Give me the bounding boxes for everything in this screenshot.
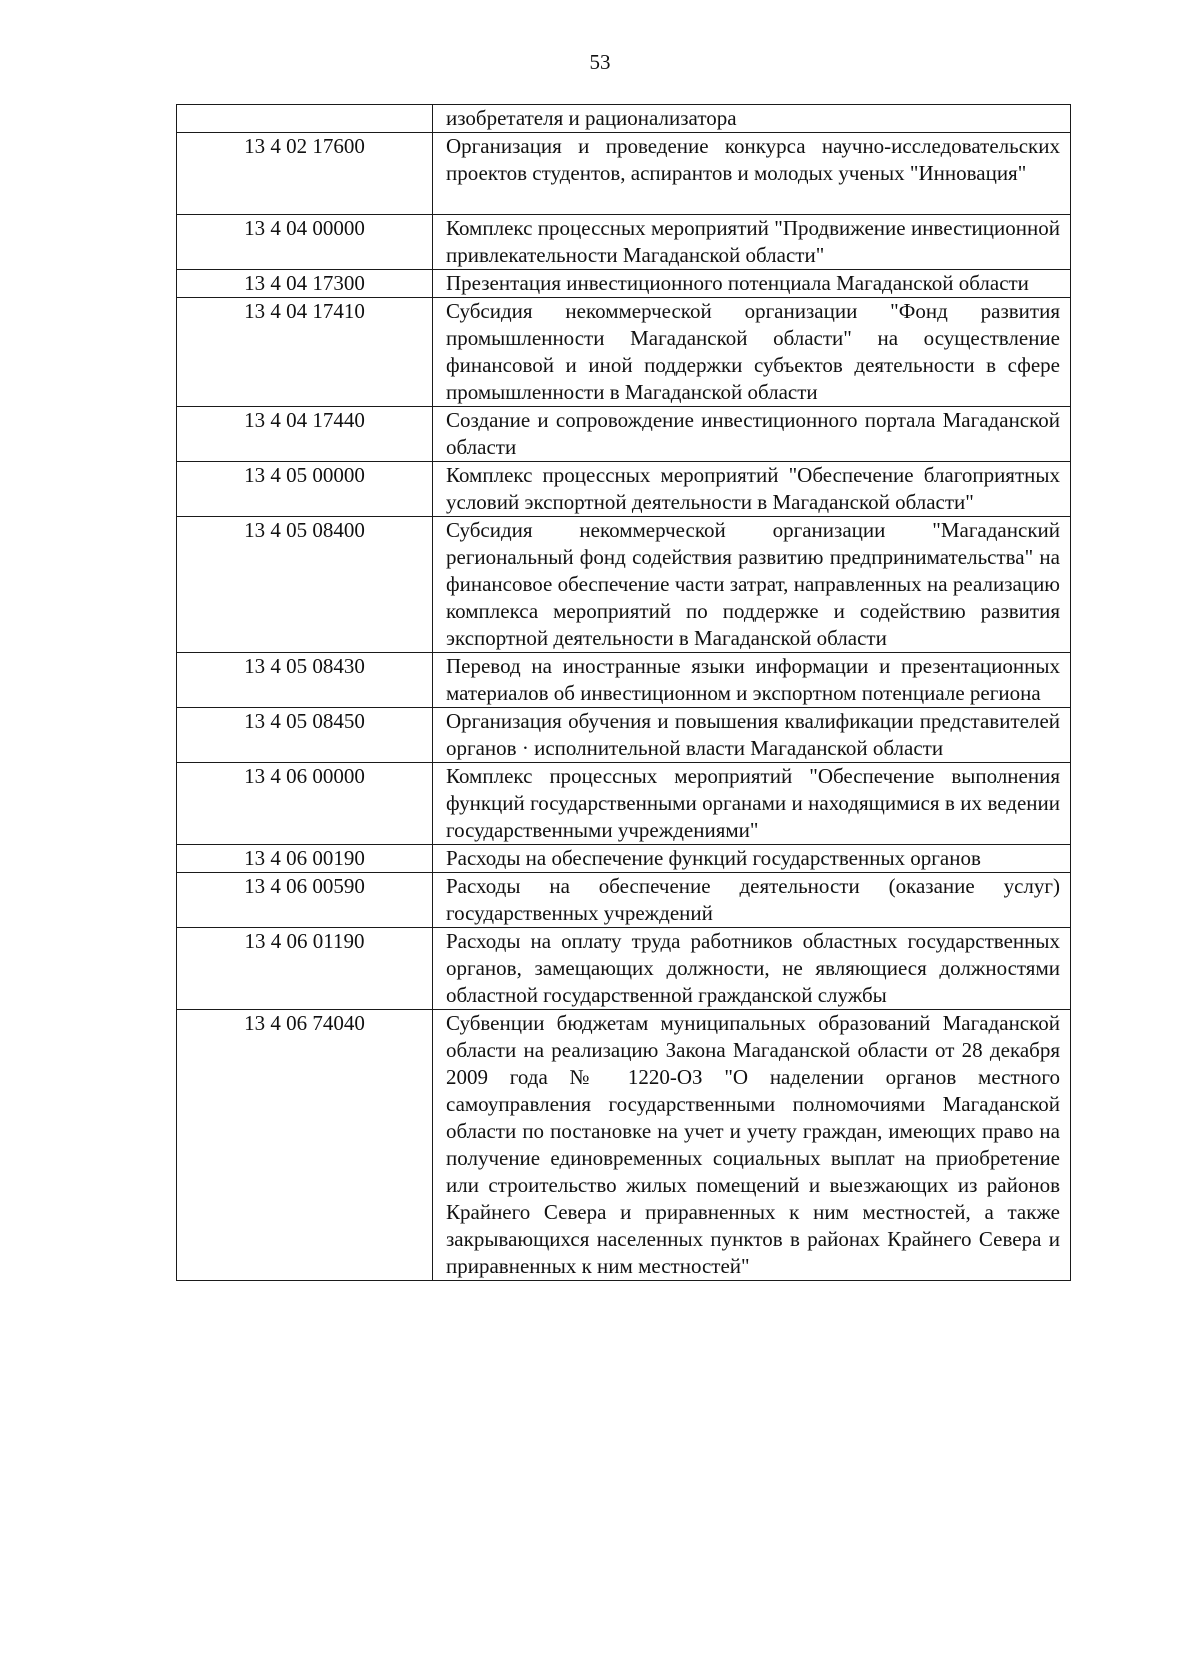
code-cell: 13 4 06 74040 — [177, 1010, 433, 1281]
code-cell: 13 4 05 08430 — [177, 653, 433, 708]
code-cell: 13 4 05 00000 — [177, 462, 433, 517]
code-cell: 13 4 06 00190 — [177, 845, 433, 873]
page-number: 53 — [589, 50, 611, 74]
table-row — [177, 133, 1071, 215]
table-row — [177, 873, 1071, 928]
description-cell: Организация обучения и повышения квалификации представителей органов · исполнительной власти Магаданской области — [433, 708, 1071, 763]
description-cell: Расходы на обеспечение деятельности (оказание услуг) государственных учреждений — [433, 873, 1071, 928]
description-cell: Организация и проведение конкурса научно-исследовательских проектов студентов, аспирантов и молодых ученых "Инновация" — [433, 133, 1071, 215]
table-row — [177, 105, 1071, 133]
table-row — [177, 653, 1071, 708]
code-cell: 13 4 05 08400 — [177, 517, 433, 653]
table-row — [177, 845, 1071, 873]
description-cell: Комплекс процессных мероприятий "Обеспечение благоприятных условий экспортной деятельности в Магаданской области" — [433, 462, 1071, 517]
description-cell: Субсидия некоммерческой организации "Фонд развития промышленности Магаданской области" на осуществление финансовой и иной поддержки субъектов деятельности в сфере промышленности в Магаданской области — [433, 298, 1071, 407]
description-cell: Расходы на обеспечение функций государственных органов — [433, 845, 1071, 873]
table-row — [177, 928, 1071, 1010]
code-cell: 13 4 06 00000 — [177, 763, 433, 845]
table-row — [177, 462, 1071, 517]
code-cell: 13 4 02 17600 — [177, 133, 433, 215]
code-cell: 13 4 05 08450 — [177, 708, 433, 763]
table-row — [177, 763, 1071, 845]
description-cell: Расходы на оплату труда работников областных государственных органов, замещающих должности, не являющиеся должностями областной государственной гражданской службы — [433, 928, 1071, 1010]
table-row — [177, 708, 1071, 763]
description-cell: Субсидия некоммерческой организации "Магаданский региональный фонд содействия развитию предпринимательства" на финансовое обеспечение части затрат, направленных на реализацию комплекса мероприятий по поддержке и содействию развития экспортной деятельности в Магаданской области — [433, 517, 1071, 653]
description-cell: изобретателя и рационализатора — [433, 105, 1071, 133]
table-row — [177, 215, 1071, 270]
code-cell: 13 4 04 17440 — [177, 407, 433, 462]
table-row — [177, 1010, 1071, 1281]
description-cell: Комплекс процессных мероприятий "Продвижение инвестиционной привлекательности Магаданской области" — [433, 215, 1071, 270]
description-cell: Создание и сопровождение инвестиционного портала Магаданской области — [433, 407, 1071, 462]
code-cell: 13 4 04 17300 — [177, 270, 433, 298]
description-cell: Перевод на иностранные языки информации и презентационных материалов об инвестиционном и экспортном потенциале региона — [433, 653, 1071, 708]
code-cell: 13 4 04 00000 — [177, 215, 433, 270]
description-cell: Комплекс процессных мероприятий "Обеспечение выполнения функций государственными органами и находящимися в их ведении государственными учреждениями" — [433, 763, 1071, 845]
code-cell — [177, 105, 433, 133]
code-cell: 13 4 06 01190 — [177, 928, 433, 1010]
code-cell: 13 4 06 00590 — [177, 873, 433, 928]
code-cell: 13 4 04 17410 — [177, 298, 433, 407]
description-cell: Презентация инвестиционного потенциала Магаданской области — [433, 270, 1071, 298]
table-row — [177, 517, 1071, 653]
table-row — [177, 298, 1071, 407]
description-cell: Субвенции бюджетам муниципальных образований Магаданской области на реализацию Закона Магаданской области от 28 декабря 2009 года № 1220-ОЗ "О наделении органов местного самоуправления государственными полномочиями Магаданской области по постановке на учет и учету граждан, имеющих право на получение единовременных социальных выплат на приобретение или строительство жилых помещений и выезжающих из районов Крайнего Севера и приравненных к ним местностей, а также закрывающихся населенных пунктов в районах Крайнего Севера и приравненных к ним местностей" — [433, 1010, 1071, 1281]
table-row — [177, 407, 1071, 462]
table-row — [177, 270, 1071, 298]
budget-codes-table — [176, 104, 1071, 1281]
